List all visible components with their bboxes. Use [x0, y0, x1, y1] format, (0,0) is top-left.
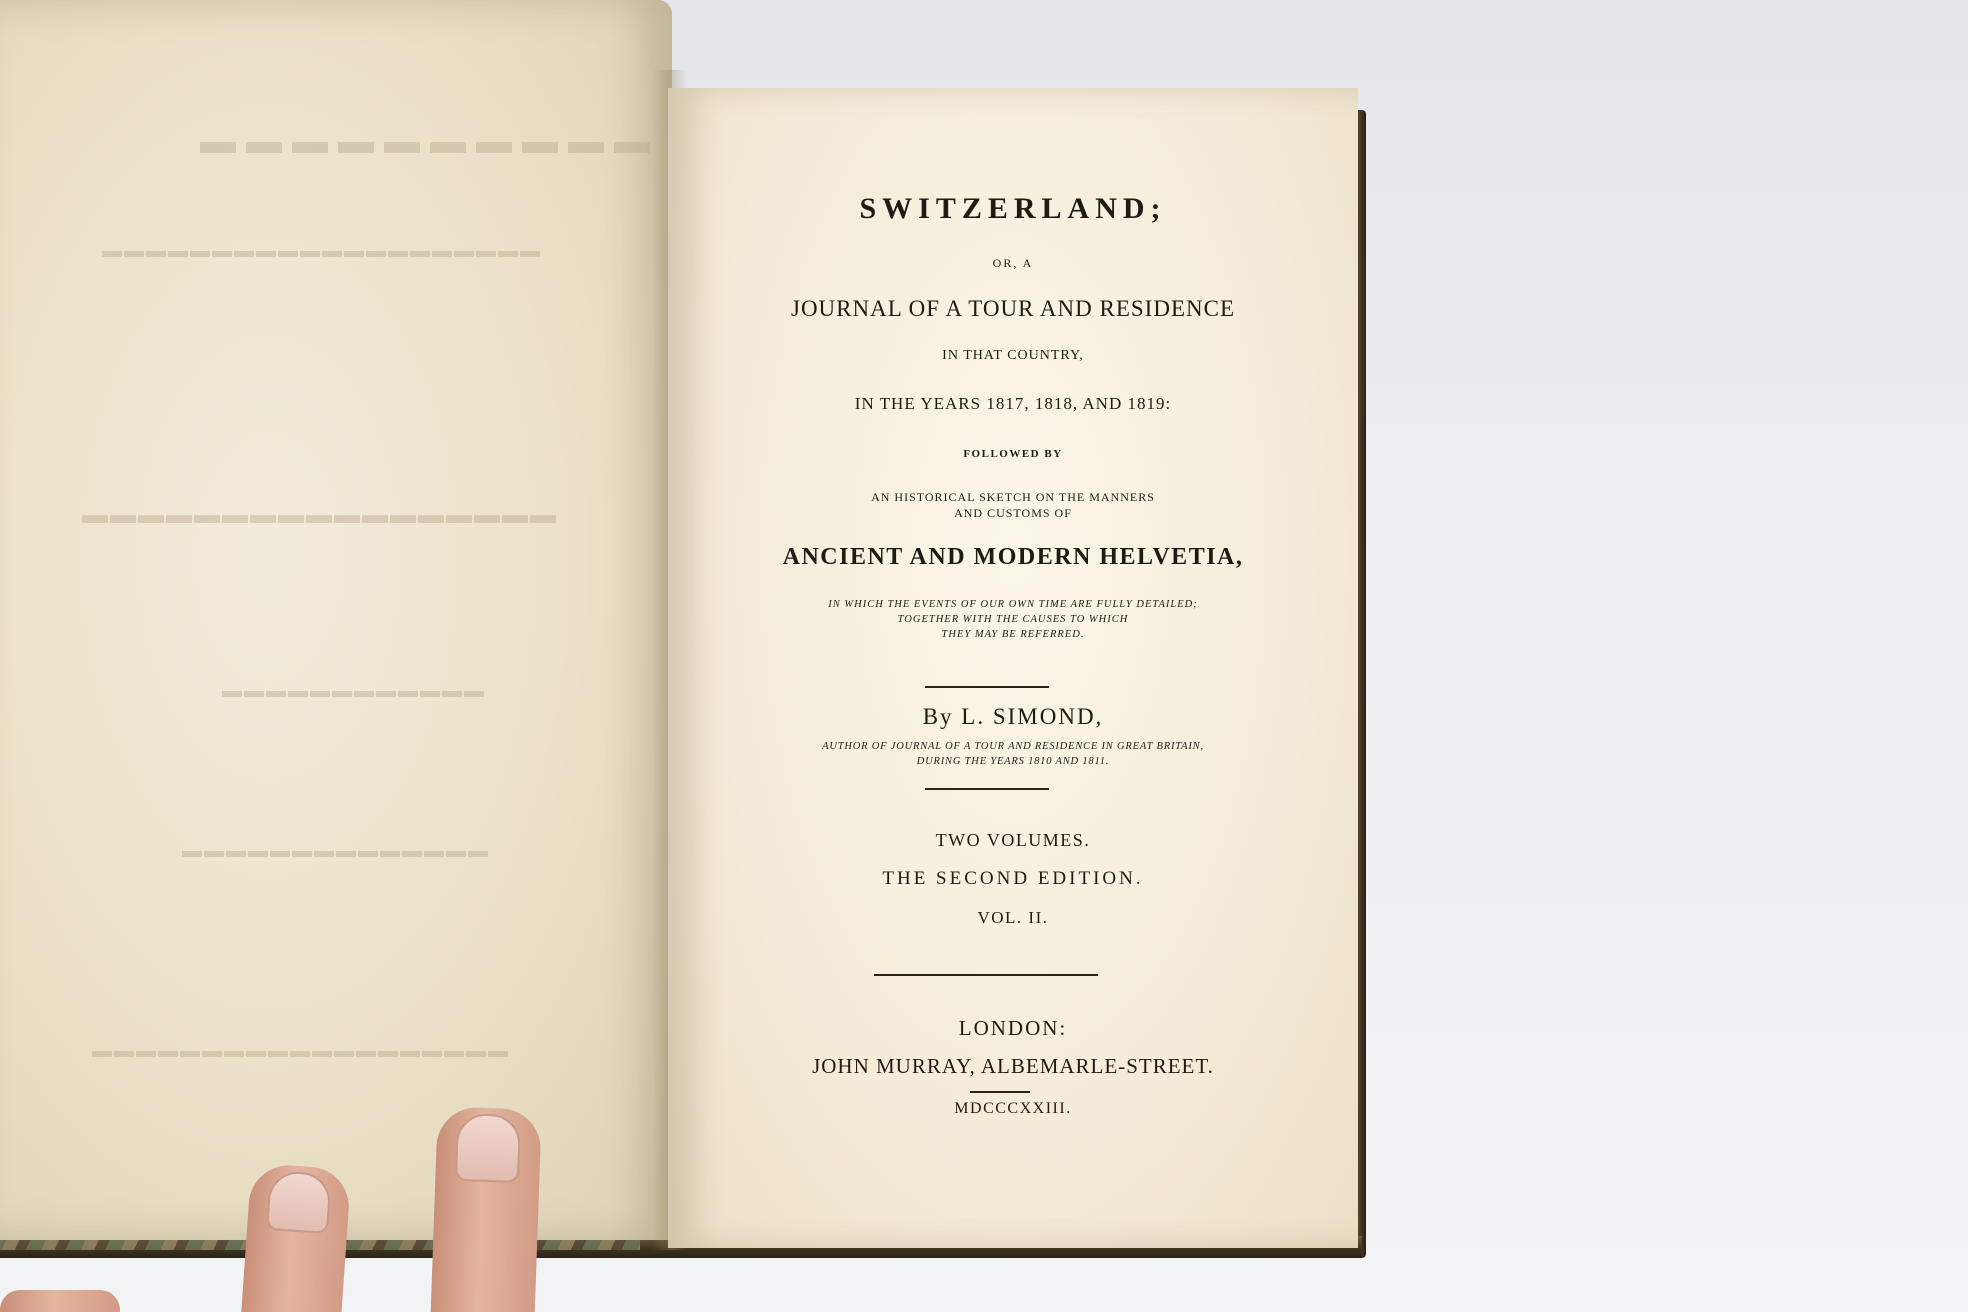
divider-rule [925, 686, 1049, 688]
book-volumes: TWO VOLUMES. [935, 830, 1091, 850]
book-title: SWITZERLAND; [859, 192, 1167, 225]
book-subtitle: JOURNAL OF A TOUR AND RESIDENCE [791, 296, 1235, 321]
book-sketch-line-2: AND CUSTOMS OF [954, 506, 1072, 520]
book-place: LONDON: [958, 1016, 1068, 1040]
book-events-line-1: IN WHICH THE EVENTS OF OUR OWN TIME ARE FULLY DETAILED; [828, 599, 1198, 610]
book-edition: THE SECOND EDITION. [882, 868, 1144, 889]
book-country: IN THAT COUNTRY, [942, 348, 1084, 363]
book-author-note-2: DURING THE YEARS 1810 AND 1811. [916, 756, 1110, 767]
show-through-text: ▬▬▬▬▬▬▬▬▬▬ [190, 121, 650, 161]
show-through-text: ▬▬▬▬▬▬▬▬▬▬▬▬▬▬▬▬▬▬▬ [90, 1040, 508, 1062]
book-events-line-3: THEY MAY BE REFERRED. [941, 629, 1085, 640]
title-page-text [668, 88, 1358, 1248]
book-author-note-1: AUTHOR OF JOURNAL OF A TOUR AND RESIDENCE IN GREAT BRITAIN, [822, 741, 1204, 752]
book-sketch-line-1: AN HISTORICAL SKETCH ON THE MANNERS [871, 490, 1155, 504]
left-page [0, 0, 672, 1240]
divider-rule [874, 974, 1098, 976]
book-years: IN THE YEARS 1817, 1818, AND 1819: [854, 394, 1172, 413]
fingernail [455, 1113, 521, 1183]
book-events-line-2: TOGETHER WITH THE CAUSES TO WHICH [897, 614, 1129, 625]
book-volume-number: VOL. II. [977, 908, 1049, 927]
book-helvetia: ANCIENT AND MODERN HELVETIA, [782, 544, 1244, 570]
divider-rule [970, 1091, 1030, 1093]
book-publisher: JOHN MURRAY, ALBEMARLE-STREET. [812, 1054, 1214, 1078]
show-through-text: ▬▬▬▬▬▬▬▬▬▬▬▬ [220, 680, 484, 702]
show-through-text: ▬▬▬▬▬▬▬▬▬▬▬▬▬▬▬▬▬▬▬▬ [100, 240, 540, 262]
book-followed-by: FOLLOWED BY [963, 448, 1063, 460]
book-author: By L. SIMOND, [922, 704, 1104, 729]
show-through-text: ▬▬▬▬▬▬▬▬▬▬▬▬▬▬▬▬▬ [80, 500, 556, 529]
title-page [668, 88, 1358, 1248]
divider-rule [925, 788, 1049, 790]
book-or: OR, A [992, 256, 1034, 270]
book-date: MDCCCXXIII. [954, 1100, 1072, 1117]
hand-palm-edge [0, 1290, 120, 1312]
show-through-text: ▬▬▬▬▬▬▬▬▬▬▬▬▬▬ [180, 840, 488, 862]
